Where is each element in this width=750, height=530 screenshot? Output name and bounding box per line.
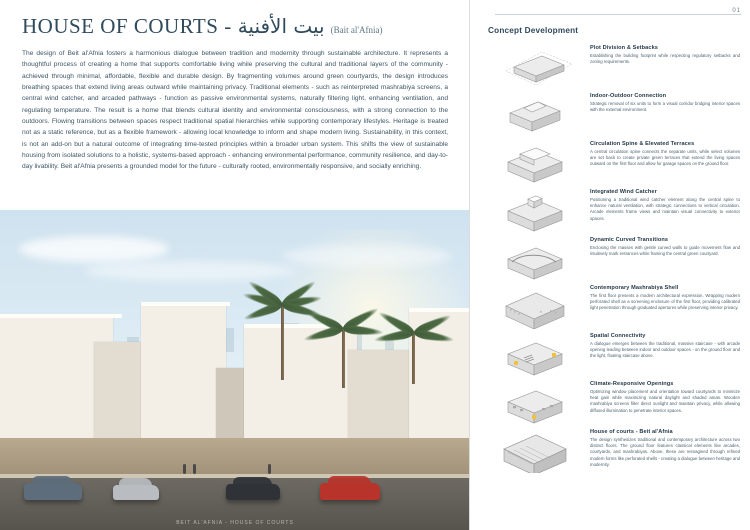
palm-trunk [281,306,284,380]
right-panel [470,0,750,530]
title-subtitle: (Bait al'Afnia) [330,25,383,35]
item-title: House of courts - Beit al'Afnia [590,429,673,435]
list-item [480,331,742,377]
item-text: A dialogue emerges between the traditional, massive staircase - with arcade opening leading between indoor and outdoor spaces - on the ground floor and the light, floating staircase above. [590,340,740,359]
highlight-marker [552,353,556,357]
axonometric-diagram-icon [480,283,584,329]
axonometric-diagram-icon [480,43,584,89]
axonometric-diagram-icon [480,91,584,137]
axonometric-diagram-icon [480,331,584,377]
car [226,484,280,500]
item-text: Enclosing the masses with gentle curved walls to guide movement flow and intuitively mark entrances while framing the central green courtyard. [590,244,740,256]
item-title: Integrated Wind Catcher [590,189,657,195]
page-number: 01 [732,8,741,14]
section-heading: Concept Development [488,26,579,35]
car [24,483,82,500]
item-title: Plot Division & Setbacks [590,45,658,51]
axonometric-diagram-icon [480,427,584,473]
item-title: Contemporary Mashrabiya Shell [590,285,679,291]
item-text: A central circulation spine connects the separate units, while select volumes are set back to create private green terraces that extend the living spaces outward on the first floor and allow for garage spaces on the ground floor. [590,148,740,167]
item-text: Establishing the building footprint while respecting regulatory setbacks and zoning requirements. [590,52,740,64]
roof-parapet [409,308,470,312]
header-rule [495,14,741,15]
render-watermark: BEIT AL'AFNIA - HOUSE OF COURTS [176,520,294,526]
list-item [480,235,742,281]
title-main: HOUSE OF COURTS - [22,14,232,38]
concept-development-list [480,43,742,473]
item-title: Indoor-Outdoor Connection [590,93,667,99]
highlight-marker [514,361,518,365]
architectural-render [0,210,470,530]
item-text: The design synthesizes traditional and contemporary architecture across two distinct floors. The ground floor features classical elements like arcades, courtyards, and mashrabiyas. Above, these are reimagined through refined modern forms like perforated shells - creating a dialogue between heritage and modernity. [590,436,740,468]
project-description: The design of Beit al'Afnia fosters a harmonious dialogue between tradition and modernity through sustainable architecture. It represents a thoughtful process of creating a home that supports comfortable living while preserving the cultural and traditional layers of the community - achieved through minimal, affordable, flexible and durable design. By fragmenting volumes around green courtyards, the design introduces breathing spaces that extend living areas outward while maintaining privacy. Traditional elements - such as reinterpreted mashrabiya screens, a central wind catcher, and arcaded pathways - function as passive environmental systems, naturally filtering light, enhancing ventilation, and regulating temperature. The result is a home that blends cultural identity and environmental consciousness, with a strong connection to the outdoors. Flowing transitions between spaces respect traditional spatial hierarchies while supporting contemporary lifestyles. Heritage is treated not as a static reference, but as a flexible framework - allowing local knowledge to inform and shape modern living. Sustainability, in this context, is not an add-on but a natural outcome of integrating time-tested principles within a broader urban system. This shifts the view of sustainable housing from isolated solutions to a holistic, systems-based approach - enhancing environmental performance, community resilience, and day-to-day livability. Beit al'Afnia presents a grounded model for the future - culturally rooted, environmentally responsive, and socially enriching. [22,50,448,171]
item-title: Climate-Responsive Openings [590,381,674,387]
highlight-marker [532,415,536,419]
item-text: The first floor presents a modern architectural expression. Wrapping modern perforated shell as a screening enclosure of the first floor, providing calibrated light penetration through graduated apertures while preserving interior privacy. [590,292,740,311]
item-title: Circulation Spine & Elevated Terraces [590,141,695,147]
cloud [19,236,169,262]
page-title [0,0,470,39]
axonometric-diagram-icon [480,187,584,233]
building-mass [244,326,357,438]
axonometric-diagram-icon [480,379,584,425]
list-item [480,187,742,233]
car [320,483,380,500]
axonometric-diagram-icon [480,235,584,281]
roof-parapet [141,302,230,306]
axonometric-diagram-icon [480,139,584,185]
item-title: Dynamic Curved Transitions [590,237,669,243]
list-item [480,139,742,185]
list-item [480,91,742,137]
building-mass [141,304,226,438]
item-title: Spatial Connectivity [590,333,646,339]
list-item [480,283,742,329]
title-arabic: بيت الأفنية [237,14,325,38]
roof-parapet [0,314,122,318]
item-text: Strategic removal of six units to form a visual corridor bridging interior spaces with the external environment. [590,100,740,112]
list-item [480,43,742,89]
list-item [480,379,742,425]
car [113,485,159,500]
list-item [480,427,742,473]
item-text: Optimizing window placement and orientation toward courtyards to minimize heat gain while maximizing natural daylight and shaded areas. Wooden mashrabiya screens filter direct sunlight and maintain privacy, while allowing diffused illumination to penetrate interior spaces. [590,388,740,413]
item-text: Positioning a traditional wind catcher element along the central spine to enhance natural ventilation, with strategic connections to vertical circulation. Arcade elements frame views and maintain visual connectivity to exterior spaces. [590,196,740,221]
